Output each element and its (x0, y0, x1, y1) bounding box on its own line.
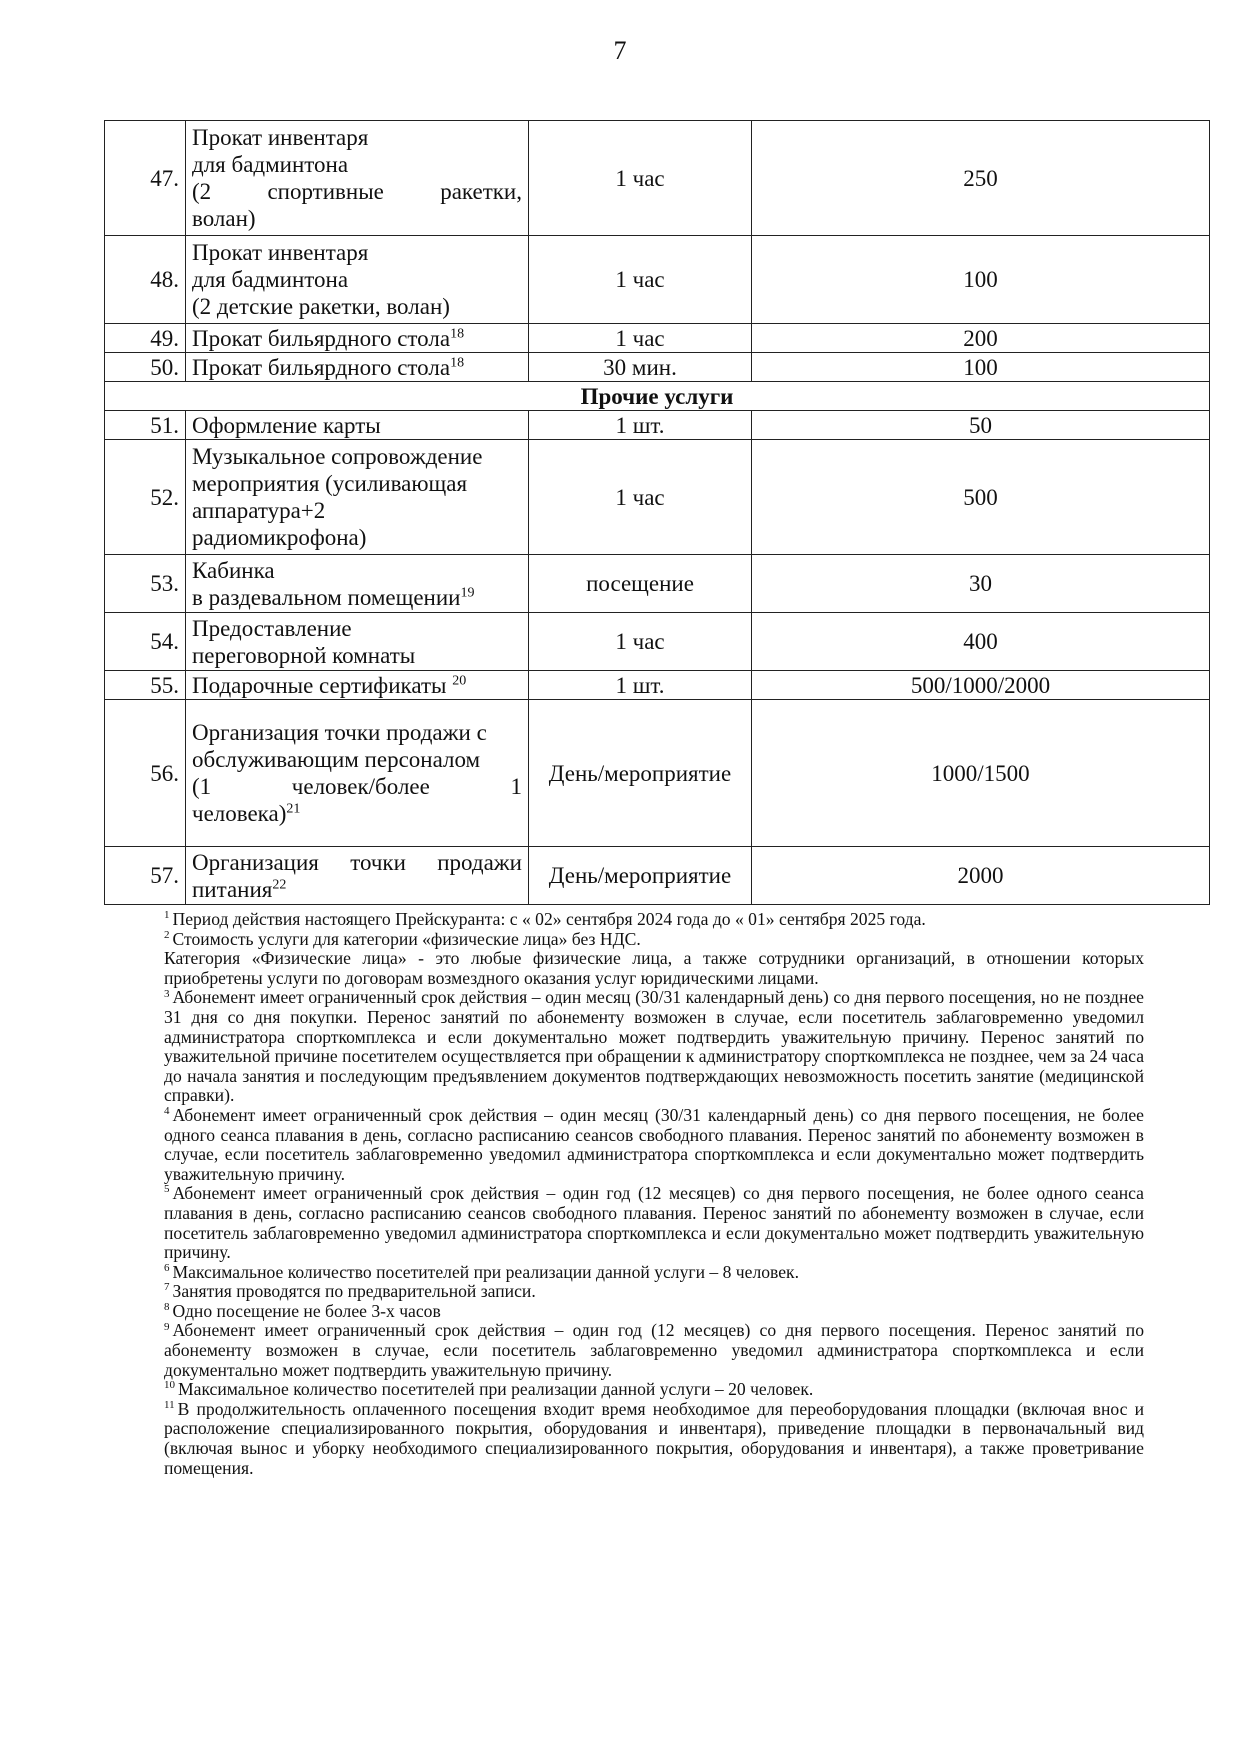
service-name-line: Предоставление (192, 615, 352, 641)
footnote (164, 1184, 1144, 1262)
footnote-text: Абонемент имеет ограниченный срок действия – один год (12 месяцев) со дня первого посещения. Перенос занятий по абонементу возможен в случае, если посетитель заблаговременно уведомил администратора спорткомплекса и если документально может подтвердить уважительную причину. (164, 1320, 1144, 1380)
footnote (164, 1380, 1144, 1400)
table-row (105, 613, 1210, 671)
service-name-line: человека)$^{21}$ (192, 801, 301, 826)
row-number: 48. (105, 236, 186, 324)
service-price: 100 (752, 353, 1210, 382)
footnote (164, 910, 1144, 930)
service-name-line: Организация точки продажи с (192, 720, 487, 745)
row-number: 54. (105, 613, 186, 671)
service-price: 1000/1500 (752, 700, 1210, 847)
footnote-mark: 9 (164, 1320, 170, 1333)
service-name-line: Подарочные сертификаты $^{20}$ (192, 672, 467, 698)
table-row (105, 411, 1210, 440)
service-unit: посещение (529, 555, 752, 613)
service-name-line: Организация точки продажи (192, 849, 522, 875)
service-name (186, 236, 529, 324)
footnote-text: В продолжительность оплаченного посещения входит время необходимое для переоборудования площадки (включая внос и расположение специализированного покрытия, оборудования и инвентаря), приведение площадки в первоначальный вид (включая вынос и уборку необходимого специализированного покрытия, оборудования и инвентаря), а также проветривание помещения. (164, 1398, 1144, 1478)
service-name-line: радиомикрофона) (192, 525, 367, 550)
service-name-line: Прокат бильярдного стола$^{18}$ (192, 325, 465, 351)
service-name (186, 555, 529, 613)
footnote-mark: 7 (164, 1281, 170, 1294)
service-name-line: в раздевальном помещении$^{19}$ (192, 584, 475, 610)
service-unit: 30 мин. (529, 353, 752, 382)
row-number: 50. (105, 353, 186, 382)
service-name-line: аппаратура+2 (192, 498, 326, 523)
footnote-text: Занятия проводятся по предварительной записи. (172, 1281, 536, 1302)
service-price: 30 (752, 555, 1210, 613)
table-row (105, 671, 1210, 700)
service-unit: 1 час (529, 121, 752, 236)
footnote-ref: 21 (286, 801, 301, 817)
service-price: 100 (752, 236, 1210, 324)
footnote-text: Стоимость услуги для категории «физические лица» без НДС. (172, 928, 641, 949)
service-unit: 1 шт. (529, 671, 752, 700)
service-name-line: (2 детские ракетки, волан) (192, 294, 450, 319)
service-name-line: (1 человек/более 1 (192, 774, 522, 799)
service-name-line: переговорной комнаты (192, 642, 416, 668)
row-number: 57. (105, 847, 186, 905)
footnote-mark: 4 (164, 1105, 170, 1118)
service-name-line: Кабинка (192, 557, 275, 583)
footnote-mark: 8 (164, 1301, 170, 1314)
footnote-ref: 18 (450, 354, 465, 370)
footnote-mark: 3 (164, 987, 170, 1000)
row-number: 47. (105, 121, 186, 236)
service-name (186, 440, 529, 555)
service-name-line: питания$^{22}$ (192, 876, 287, 902)
service-name (186, 353, 529, 382)
row-number: 52. (105, 440, 186, 555)
service-unit: 1 час (529, 324, 752, 353)
footnote-text: Абонемент имеет ограниченный срок действия – один год (12 месяцев) со дня первого посещения, не более одного сеанса плавания в день, согласно расписанию сеансов свободного плавания. Перенос занятий по абонементу возможен в случае, если посетитель заблаговременно уведомил администратора спорткомплекса и если документально может подтвердить уважительную причину. (164, 1183, 1144, 1263)
service-name-line: Прокат инвентаря (192, 240, 369, 265)
table-row (105, 324, 1210, 353)
footnote-text: Максимальное количество посетителей при реализации данной услуги – 8 человек. (172, 1261, 799, 1282)
footnote (164, 930, 1144, 950)
service-name-line: волан) (192, 206, 256, 231)
footnote-text: Абонемент имеет ограниченный срок действия – один месяц (30/31 календарный день) со дня первого посещения, но не позднее 31 дня со дня покупки. Перенос занятий по абонементу возможен в случае, если посетитель заблаговременно уведомил администратора спорткомплекса и если документально может подтвердить уважительную причину. Перенос занятий по уважительной причине посетителем осуществляется при обращении к администратору спорткомплекса не позднее, чем за 24 часа до начала занятия и последующим предъявлением документов подтверждающих невозможность посетить занятие (медицинской справки). (164, 987, 1144, 1106)
section-title: Прочие услуги (105, 382, 1210, 411)
service-price: 400 (752, 613, 1210, 671)
table-row (105, 353, 1210, 382)
service-name (186, 847, 529, 905)
footnote-mark: 10 (164, 1379, 175, 1392)
service-price: 50 (752, 411, 1210, 440)
footnote-ref: 19 (460, 584, 475, 600)
service-name-line: Прокат инвентаря (192, 125, 369, 150)
table-row (105, 121, 1210, 236)
footnote-text: Абонемент имеет ограниченный срок действия – один месяц (30/31 календарный день) со дня первого посещения, не более одного сеанса плавания в день, согласно расписанию сеансов свободного плавания. Перенос занятий по абонементу возможен в случае, если посетитель заблаговременно уведомил администратора спорткомплекса и если документально может подтвердить уважительную причину. (164, 1104, 1144, 1184)
service-unit: 1 шт. (529, 411, 752, 440)
footnote (164, 988, 1144, 1106)
service-name (186, 121, 529, 236)
service-unit: 1 час (529, 440, 752, 555)
footnote (164, 1106, 1144, 1184)
table-row (105, 236, 1210, 324)
price-table-body (105, 121, 1210, 905)
table-row (105, 847, 1210, 905)
footnote-mark: 5 (164, 1183, 170, 1196)
service-name (186, 671, 529, 700)
row-number: 51. (105, 411, 186, 440)
table-row (105, 555, 1210, 613)
footnote-text: Категория «Физические лица» - это любые физические лица, а также сотрудники организаций, в отношении которых приобретены услуги по договорам возмездного оказания услуг юридическими лицами. (164, 948, 1144, 988)
service-name (186, 411, 529, 440)
service-name-line: Прокат бильярдного стола$^{18}$ (192, 354, 465, 380)
footnote-mark: 1 (164, 909, 170, 922)
footnote-ref: 22 (272, 876, 287, 892)
service-name-line: (2 спортивные ракетки, (192, 179, 522, 204)
service-name (186, 700, 529, 847)
footnote (164, 1302, 1144, 1322)
footnote (164, 1282, 1144, 1302)
footnote (164, 1263, 1144, 1283)
service-name-line: Музыкальное сопровождение (192, 444, 483, 469)
service-unit: 1 час (529, 236, 752, 324)
footnotes (164, 910, 1144, 1478)
footnote-text: Максимальное количество посетителей при реализации данной услуги – 20 человек. (178, 1379, 814, 1400)
service-price: 500 (752, 440, 1210, 555)
service-name-line: обслуживающим персоналом (192, 747, 481, 772)
footnote (164, 1321, 1144, 1380)
footnote-ref: 20 (452, 672, 467, 688)
footnote (164, 949, 1144, 988)
footnote-mark: 11 (164, 1398, 175, 1411)
footnote-mark: 6 (164, 1261, 170, 1274)
service-name-line: Оформление карты (192, 412, 381, 438)
table-row (105, 440, 1210, 555)
section-row (105, 382, 1210, 411)
footnote (164, 1400, 1144, 1478)
service-name-line: мероприятия (усиливающая (192, 471, 468, 496)
footnote-text: Одно посещение не более 3-х часов (172, 1300, 441, 1321)
service-unit: День/мероприятие (529, 847, 752, 905)
service-name-line: для бадминтона (192, 152, 349, 177)
row-number: 55. (105, 671, 186, 700)
service-unit: День/мероприятие (529, 700, 752, 847)
service-unit: 1 час (529, 613, 752, 671)
service-price: 200 (752, 324, 1210, 353)
service-price: 2000 (752, 847, 1210, 905)
row-number: 49. (105, 324, 186, 353)
service-name-line: для бадминтона (192, 267, 349, 292)
footnote-text: Период действия настоящего Прейскуранта: с « 02» сентября 2024 года до « 01» сентября 2025 года. (172, 909, 926, 929)
service-price: 250 (752, 121, 1210, 236)
row-number: 56. (105, 700, 186, 847)
service-name (186, 324, 529, 353)
price-table (104, 120, 1210, 905)
footnote-mark: 2 (164, 928, 170, 941)
page-number: 7 (613, 36, 627, 65)
row-number: 53. (105, 555, 186, 613)
service-name (186, 613, 529, 671)
service-price: 500/1000/2000 (752, 671, 1210, 700)
footnote-ref: 18 (450, 325, 465, 341)
table-row (105, 700, 1210, 847)
